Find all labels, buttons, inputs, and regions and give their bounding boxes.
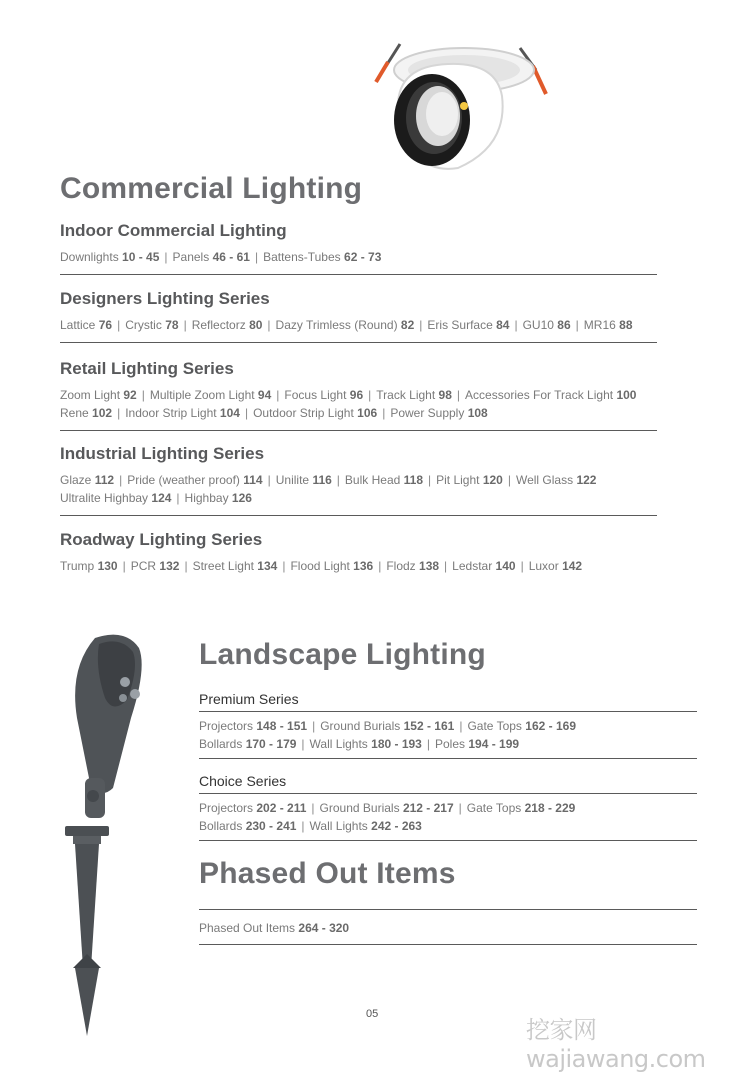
- catalog-entry: [60, 473, 114, 487]
- catalog-entry: [290, 559, 373, 573]
- separator: |: [575, 318, 579, 332]
- separator: |: [301, 819, 305, 833]
- entry-pages: 138: [419, 559, 440, 573]
- series-title: Choice Series: [199, 773, 287, 789]
- phased-out-top-rule: [199, 909, 697, 910]
- entry-name: Luxor: [528, 559, 559, 573]
- entry-name: Focus Light: [284, 388, 347, 402]
- entry-name: Rene: [60, 406, 89, 420]
- section-divider: [60, 515, 657, 516]
- entry-pages: 96: [349, 388, 364, 402]
- entry-name: Projectors: [199, 801, 254, 815]
- entry-pages: 120: [482, 473, 503, 487]
- separator: |: [122, 559, 126, 573]
- catalog-entry: [529, 559, 582, 573]
- catalog-entry: [150, 388, 271, 402]
- entry-name: Outdoor Strip Light: [253, 406, 354, 420]
- catalog-entry: [199, 921, 349, 935]
- section-title: Industrial Lighting Series: [60, 444, 265, 463]
- watermark-text: 挖家网 wajiawang.com: [526, 1016, 706, 1073]
- entry-name: Ground Burials: [319, 801, 400, 815]
- entry-name: Highbay: [184, 491, 229, 505]
- entry-name: Wall Lights: [309, 737, 368, 751]
- section-line: [60, 404, 488, 422]
- separator: |: [507, 473, 511, 487]
- entry-name: Trump: [60, 559, 95, 573]
- separator: |: [254, 250, 259, 264]
- series-top-rule: [199, 793, 697, 794]
- entry-pages: 170 - 179: [245, 737, 297, 751]
- entry-name: Unilite: [275, 473, 310, 487]
- separator: |: [458, 801, 462, 815]
- catalog-entry: [276, 318, 415, 332]
- entry-pages: 106: [357, 406, 378, 420]
- entry-name: MR16: [583, 318, 616, 332]
- catalog-entry: [263, 250, 381, 264]
- catalog-entry: [467, 801, 576, 815]
- entry-pages: 98: [438, 388, 452, 402]
- series-line: [199, 799, 575, 817]
- separator: |: [382, 406, 386, 420]
- separator: |: [244, 406, 249, 420]
- entry-pages: 86: [557, 318, 571, 332]
- entry-name: Pride (weather proof): [127, 473, 240, 487]
- entry-name: Indoor Strip Light: [125, 406, 217, 420]
- separator: |: [419, 318, 423, 332]
- entry-name: Glaze: [60, 473, 92, 487]
- entry-name: Phased Out Items: [199, 921, 296, 935]
- catalog-entry: [345, 473, 423, 487]
- catalog-entry: [60, 406, 112, 420]
- separator: |: [184, 559, 188, 573]
- catalog-entry: [185, 491, 252, 505]
- catalog-entry: [427, 318, 509, 332]
- series-top-rule: [199, 711, 697, 712]
- entry-name: Gate Tops: [467, 719, 522, 733]
- separator: |: [444, 559, 448, 573]
- section-line: [60, 471, 596, 489]
- entry-pages: 130: [97, 559, 118, 573]
- entry-name: Pit Light: [436, 473, 480, 487]
- entry-name: GU10: [522, 318, 554, 332]
- entry-name: Wall Lights: [309, 819, 368, 833]
- entry-name: Downlights: [60, 250, 119, 264]
- entry-pages: 162 - 169: [525, 719, 576, 733]
- entry-pages: 140: [495, 559, 516, 573]
- entry-pages: 62 - 73: [344, 250, 382, 264]
- catalog-entry: [131, 559, 180, 573]
- phased-out-bottom-rule: [199, 944, 697, 945]
- catalog-entry: [436, 473, 503, 487]
- entry-pages: 92: [123, 388, 137, 402]
- catalog-entry: [193, 559, 278, 573]
- separator: |: [428, 473, 432, 487]
- entry-name: Ledstar: [452, 559, 493, 573]
- catalog-entry: [125, 318, 178, 332]
- entry-pages: 114: [243, 473, 263, 487]
- catalog-entry: [60, 491, 171, 505]
- entry-name: Flodz: [386, 559, 416, 573]
- entry-pages: 80: [249, 318, 263, 332]
- entry-name: Projectors: [199, 719, 254, 733]
- entry-name: Lattice: [60, 318, 96, 332]
- entry-pages: 202 - 211: [256, 801, 307, 815]
- entry-name: Multiple Zoom Light: [149, 388, 255, 402]
- separator: |: [119, 473, 123, 487]
- series-title: Premium Series: [199, 691, 299, 707]
- catalog-entry: [376, 388, 452, 402]
- catalog-entry: [310, 819, 422, 833]
- entry-name: Flood Light: [290, 559, 350, 573]
- entry-name: Ground Burials: [320, 719, 401, 733]
- catalog-entry: [173, 250, 250, 264]
- separator: |: [378, 559, 382, 573]
- catalog-entry: [390, 406, 487, 420]
- catalog-entry: [60, 250, 159, 264]
- entry-pages: 76: [98, 318, 113, 332]
- catalog-entry: [199, 801, 306, 815]
- entry-pages: 100: [616, 388, 637, 402]
- entry-pages: 78: [165, 318, 179, 332]
- separator: |: [426, 737, 430, 751]
- separator: |: [456, 388, 461, 402]
- catalog-entry: [320, 801, 454, 815]
- entry-name: Street Light: [192, 559, 254, 573]
- catalog-entry: [60, 318, 112, 332]
- entry-pages: 84: [496, 318, 510, 332]
- separator: |: [267, 318, 271, 332]
- catalog-entry: [60, 559, 118, 573]
- entry-pages: 152 - 161: [403, 719, 455, 733]
- entry-pages: 118: [403, 473, 423, 487]
- entry-name: Bulk Head: [344, 473, 401, 487]
- separator: |: [276, 388, 280, 402]
- separator: |: [368, 388, 372, 402]
- catalog-entry: [199, 719, 307, 733]
- catalog-entry: [310, 737, 422, 751]
- entry-name: Dazy Trimless (Round): [275, 318, 398, 332]
- entry-pages: 102: [92, 406, 113, 420]
- separator: |: [141, 388, 145, 402]
- catalog-entry: [386, 559, 439, 573]
- separator: |: [520, 559, 524, 573]
- spike-spotlight-product-image: [55, 628, 150, 1048]
- section-line: [60, 489, 252, 507]
- separator: |: [311, 801, 315, 815]
- entry-pages: 142: [562, 559, 583, 573]
- entry-pages: 136: [353, 559, 374, 573]
- entry-pages: 10 - 45: [122, 250, 160, 264]
- series-bottom-rule: [199, 758, 697, 759]
- section-line: [60, 386, 636, 404]
- catalog-entry: [435, 737, 519, 751]
- catalog-entry: [523, 318, 571, 332]
- entry-pages: 88: [619, 318, 633, 332]
- entry-pages: 134: [257, 559, 278, 573]
- separator: |: [336, 473, 340, 487]
- catalog-entry: [320, 719, 454, 733]
- entry-pages: 132: [159, 559, 180, 573]
- entry-pages: 116: [312, 473, 332, 487]
- entry-name: Zoom Light: [60, 388, 121, 402]
- entry-pages: 112: [94, 473, 115, 487]
- catalog-entry: [127, 473, 262, 487]
- entry-name: Gate Tops: [466, 801, 522, 815]
- separator: |: [459, 719, 463, 733]
- downlight-product-image: [368, 36, 553, 176]
- entry-name: Well Glass: [515, 473, 574, 487]
- entry-pages: 46 - 61: [212, 250, 250, 264]
- entry-pages: 218 - 229: [524, 801, 576, 815]
- catalog-entry: [467, 719, 576, 733]
- separator: |: [514, 318, 518, 332]
- entry-name: Reflectorz: [191, 318, 246, 332]
- entry-pages: 180 - 193: [371, 737, 422, 751]
- series-line: [199, 817, 422, 835]
- entry-pages: 242 - 263: [371, 819, 422, 833]
- separator: |: [267, 473, 271, 487]
- entry-pages: 264 - 320: [298, 921, 350, 935]
- phased-out-title: Phased Out Items: [199, 857, 456, 890]
- commercial-lighting-title: Commercial Lighting: [60, 172, 363, 205]
- section-divider: [60, 274, 657, 275]
- section-title: Indoor Commercial Lighting: [60, 221, 287, 240]
- separator: |: [164, 250, 168, 264]
- entry-name: Accessories For Track Light: [465, 388, 614, 402]
- entry-name: Bollards: [199, 819, 243, 833]
- section-title: Designers Lighting Series: [60, 289, 270, 308]
- catalog-entry: [199, 737, 296, 751]
- catalog-entry: [516, 473, 597, 487]
- entry-name: Battens-Tubes: [263, 250, 341, 264]
- entry-name: Crystic: [125, 318, 162, 332]
- entry-pages: 108: [467, 406, 488, 420]
- entry-name: Track Light: [376, 388, 436, 402]
- entry-pages: 82: [400, 318, 415, 332]
- entry-pages: 126: [231, 491, 252, 505]
- separator: |: [117, 318, 121, 332]
- separator: |: [282, 559, 286, 573]
- catalog-entry: [60, 388, 137, 402]
- entry-name: PCR: [130, 559, 157, 573]
- catalog-entry: [584, 318, 633, 332]
- entry-name: Panels: [172, 250, 210, 264]
- landscape-lighting-title: Landscape Lighting: [199, 638, 486, 671]
- entry-pages: 104: [219, 406, 240, 420]
- series-line: [199, 735, 519, 753]
- entry-name: Eris Surface: [427, 318, 493, 332]
- entry-name: Ultralite Highbay: [60, 491, 149, 505]
- section-line: [60, 248, 381, 266]
- entry-pages: 122: [576, 473, 597, 487]
- section-title: Roadway Lighting Series: [60, 530, 263, 549]
- section-divider: [60, 342, 657, 343]
- entry-pages: 148 - 151: [256, 719, 308, 733]
- section-divider: [60, 430, 657, 431]
- entry-name: Poles: [434, 737, 466, 751]
- page-number: 05: [366, 1008, 379, 1020]
- catalog-entry: [125, 406, 240, 420]
- entry-pages: 194 - 199: [468, 737, 520, 751]
- catalog-entry: [199, 819, 296, 833]
- separator: |: [117, 406, 121, 420]
- entry-name: Power Supply: [390, 406, 465, 420]
- catalog-entry: [284, 388, 363, 402]
- catalog-entry: [452, 559, 515, 573]
- entry-pages: 230 - 241: [245, 819, 297, 833]
- section-line: [60, 316, 633, 334]
- entry-pages: 212 - 217: [402, 801, 454, 815]
- catalog-entry: [276, 473, 332, 487]
- separator: |: [176, 491, 180, 505]
- section-title: Retail Lighting Series: [60, 359, 234, 378]
- separator: |: [183, 318, 187, 332]
- catalog-entry: [465, 388, 636, 402]
- series-bottom-rule: [199, 840, 697, 841]
- catalog-entry: [253, 406, 377, 420]
- separator: |: [312, 719, 316, 733]
- section-line: [60, 557, 582, 575]
- series-line: [199, 717, 576, 735]
- separator: |: [301, 737, 305, 751]
- catalog-entry: [192, 318, 263, 332]
- entry-pages: 94: [257, 388, 272, 402]
- phased-out-line: [199, 919, 349, 937]
- entry-pages: 124: [151, 491, 172, 505]
- entry-name: Bollards: [199, 737, 243, 751]
